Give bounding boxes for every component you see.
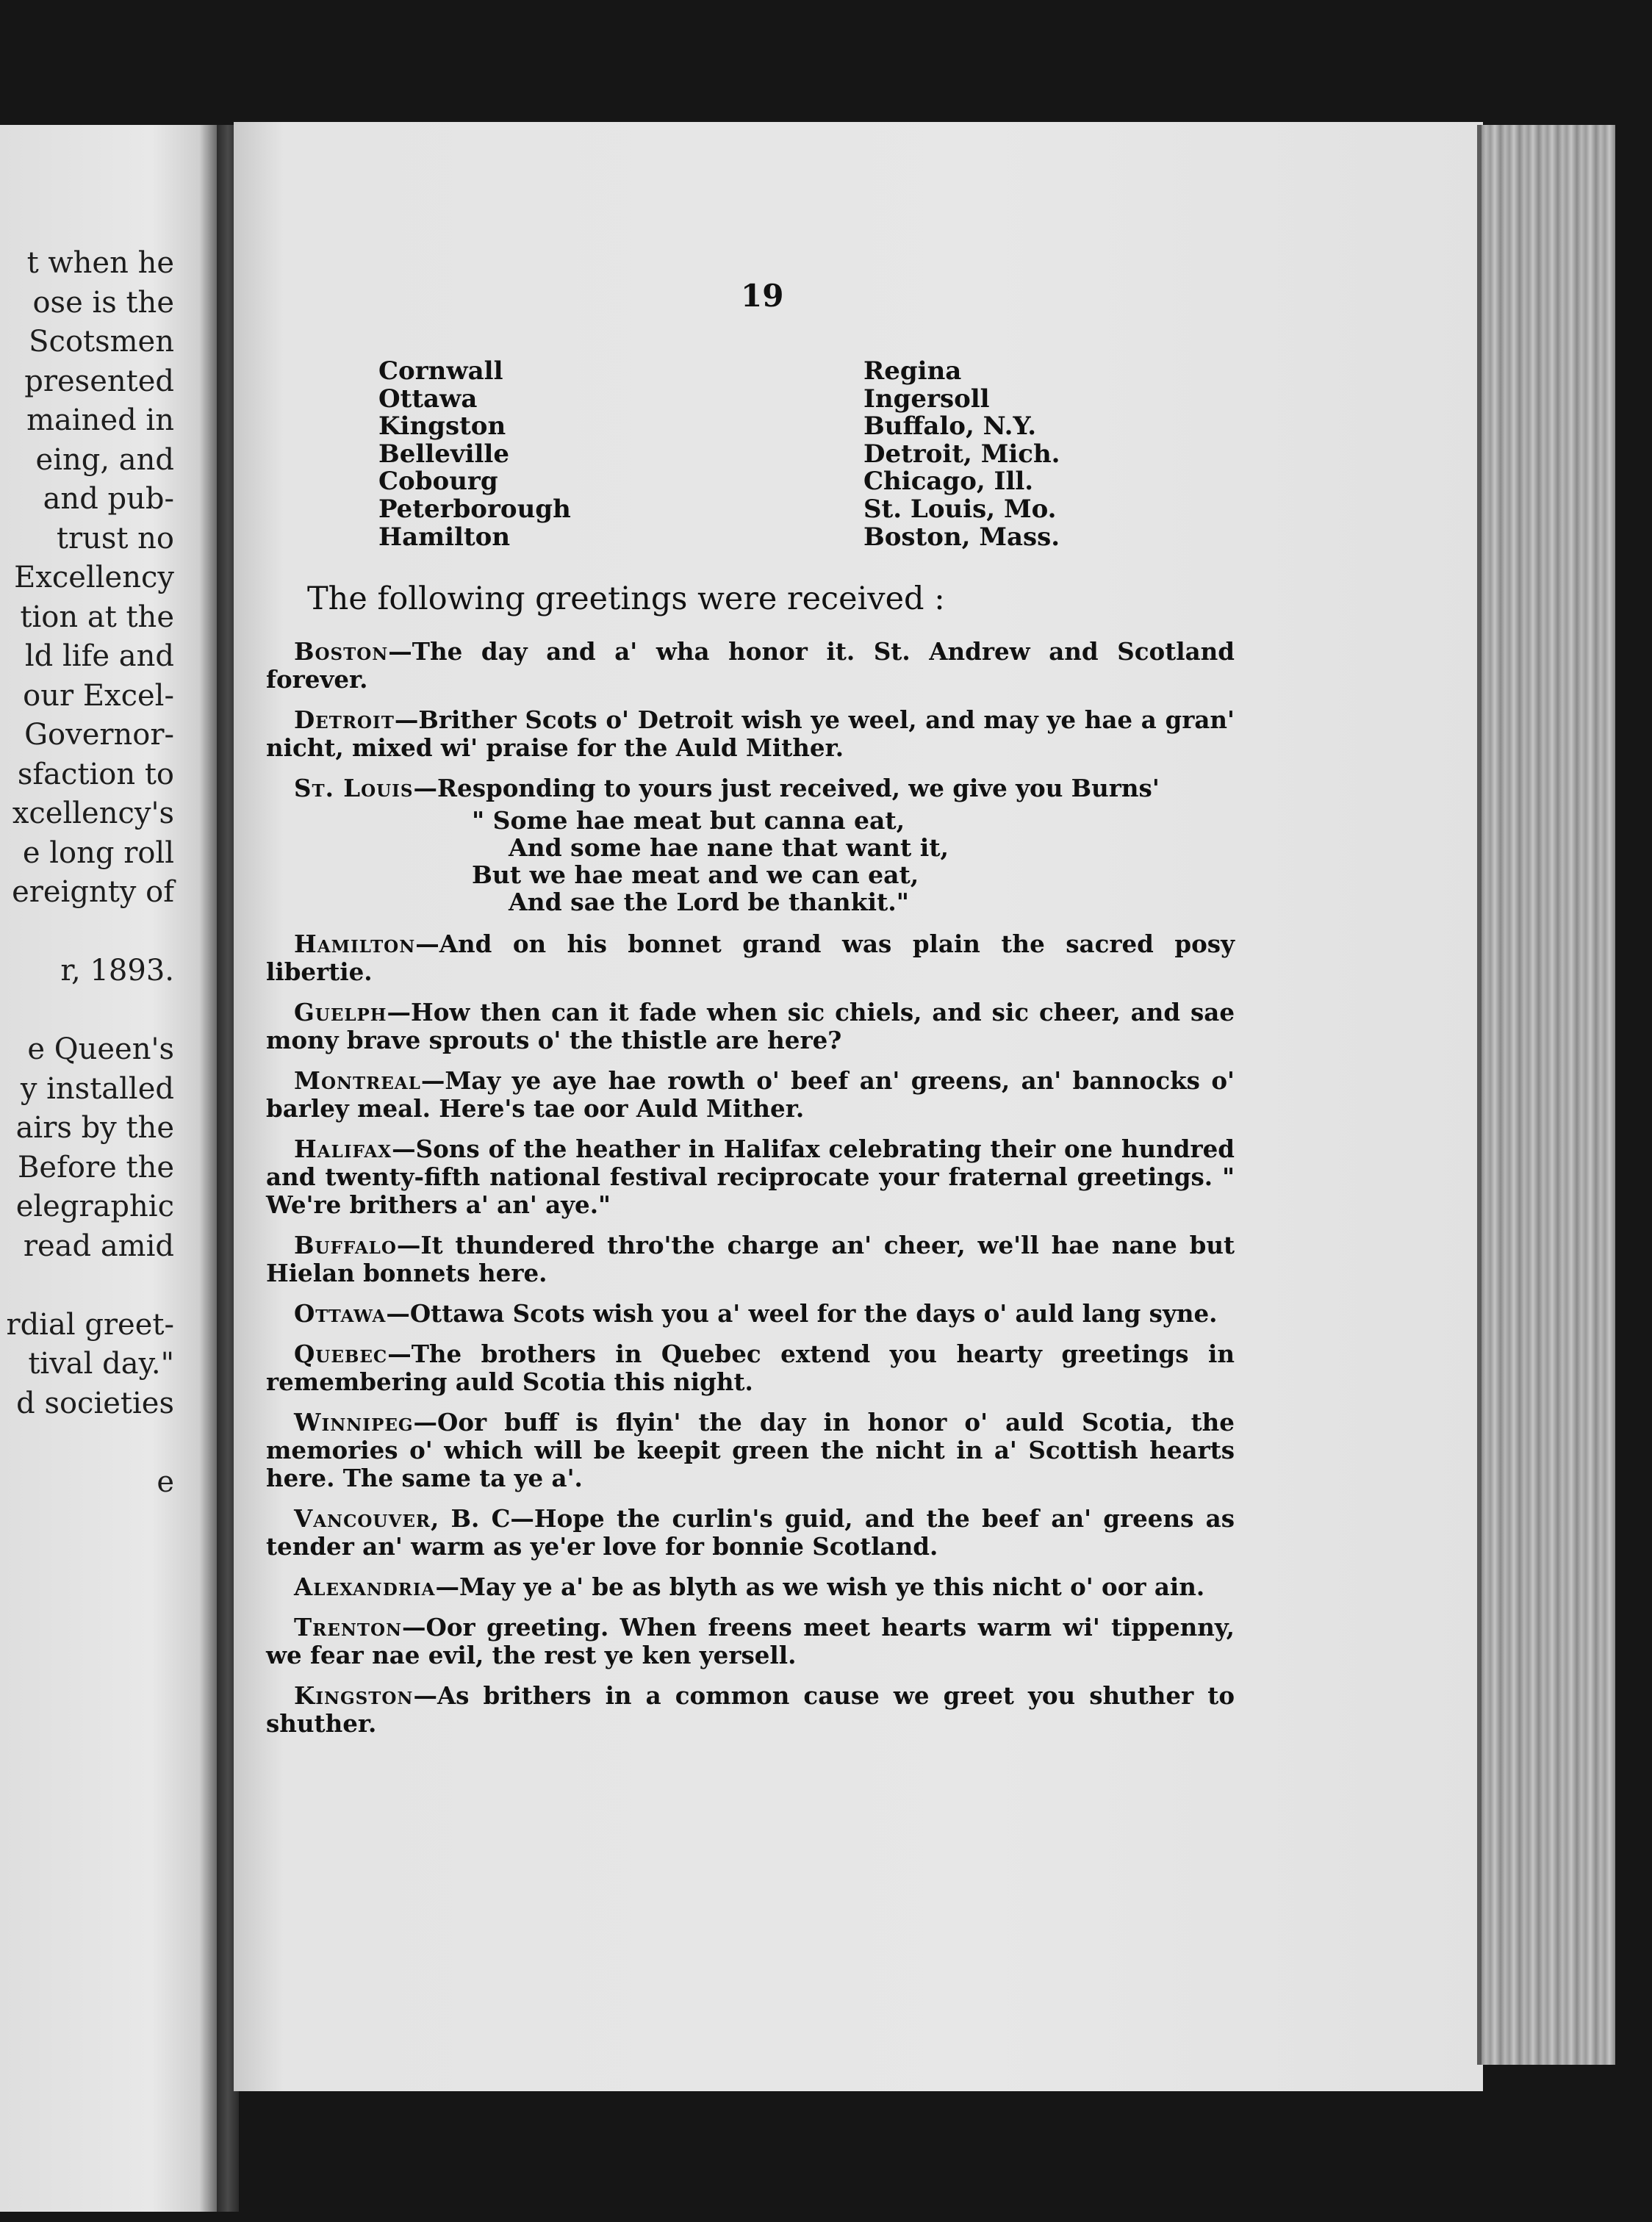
greeting-hamilton [266, 930, 1235, 986]
greeting-place: Hamilton [294, 930, 416, 958]
city-item: Ottawa [378, 384, 478, 414]
greeting-place: Buffalo [294, 1231, 397, 1259]
greeting-boston [266, 638, 1235, 694]
left-page-line: ld life and [24, 639, 174, 673]
greeting-text: —Oor buff is flyin' the day in honor o' auld Scotia, the memories o' which will be keepit green the nicht in a' Scottish hearts here. The same ta ye a'. [266, 1408, 1235, 1492]
city-list-right [863, 358, 1060, 551]
greeting-text: —Sons of the heather in Halifax celebrating their one hundred and twenty-fifth national festival reciprocate your fraternal greetings. " We're brithers a' an' aye." [266, 1135, 1235, 1219]
city-item: Buffalo, N.Y. [863, 411, 1037, 442]
greeting-place: Halifax [294, 1135, 392, 1163]
left-page-line: ose is the [32, 285, 174, 320]
greeting-guelph [266, 999, 1235, 1054]
left-page-line: e Queen's [27, 1032, 174, 1066]
city-item: Chicago, Ill. [863, 467, 1034, 497]
city-item: St. Louis, Mo. [863, 494, 1057, 524]
left-page-line: y installed [20, 1071, 174, 1106]
city-item: Belleville [378, 439, 509, 469]
greeting-text: —Ottawa Scots wish you a' weel for the days o' auld lang syne. [386, 1299, 1218, 1328]
left-page-line: r, 1893. [60, 954, 174, 988]
poem-line: " Some hae meat but canna eat, [472, 806, 905, 835]
greeting-place: Detroit [294, 705, 395, 734]
city-list [378, 358, 1209, 551]
greeting-text: —How then can it fade when sic chiels, and sic cheer, and sae mony brave sprouts o' the thistle are here? [266, 998, 1235, 1054]
page-number: 19 [741, 278, 784, 314]
city-item: Boston, Mass. [863, 522, 1060, 552]
city-item: Hamilton [378, 522, 511, 552]
left-page-fragment [0, 125, 217, 2212]
book-page-edges [1477, 125, 1615, 2065]
greeting-quebec [266, 1340, 1235, 1396]
greeting-text: —Oor greeting. When freens meet hearts warm wi' tippenny, we fear nae evil, the rest ye ken yersell. [266, 1613, 1235, 1669]
greeting-st-louis [266, 774, 1235, 802]
poem-line: And some hae nane that want it, [509, 833, 949, 862]
greeting-place: St. Louis [294, 774, 414, 802]
greeting-ottawa [266, 1300, 1235, 1328]
greeting-text: —The brothers in Quebec extend you hearty greetings in remembering auld Scotia this night. [266, 1340, 1235, 1396]
left-page-line: Excellency [14, 561, 174, 594]
greeting-montreal [266, 1067, 1235, 1123]
greeting-kingston [266, 1682, 1235, 1738]
greeting-text: —May ye aye hae rowth o' beef an' greens, an' bannocks o' barley meal. Here's tae oor Auld Mither. [266, 1066, 1235, 1123]
greeting-text: —May ye a' be as blyth as we wish ye this nicht o' oor ain. [435, 1572, 1205, 1601]
left-page-line: e long roll [22, 835, 174, 870]
left-page-line: t when he [26, 246, 174, 280]
city-item: Peterborough [378, 494, 571, 524]
left-page-line: elegraphic [15, 1190, 174, 1223]
greeting-text: —As brithers in a common cause we greet you shuther to shuther. [266, 1681, 1235, 1738]
poem-line: But we hae meat and we can eat, [472, 860, 919, 889]
greeting-place: Guelph [294, 998, 387, 1026]
greeting-text: , B. C—Hope the curlin's guid, and the beef an' greens as tender an' warm as ye'er love for bonnie Scotland. [266, 1504, 1235, 1561]
left-page-line: xcellency's [12, 797, 174, 830]
greeting-text: —The day and a' wha honor it. St. Andrew and Scotland forever. [266, 637, 1235, 694]
left-page-line: mained in [26, 403, 174, 437]
greeting-place: Vancouver [294, 1504, 431, 1533]
poem-line: And sae the Lord be thankit." [509, 888, 909, 916]
greeting-place: Alexandria [294, 1572, 436, 1601]
left-page-line: sfaction to [17, 757, 174, 791]
city-item: Detroit, Mich. [863, 439, 1060, 469]
greeting-text: —Brither Scots o' Detroit wish ye weel, and may ye hae a gran' nicht, mixed wi' praise for the Auld Mither. [266, 705, 1235, 762]
greeting-vancouver [266, 1505, 1235, 1561]
left-page-line: eing, and [35, 442, 174, 477]
city-item: Regina [863, 356, 962, 386]
left-page-line: Governor- [24, 718, 174, 752]
greetings-intro: The following greetings were received : [307, 580, 945, 617]
greetings-list [266, 638, 1235, 1750]
greeting-halifax [266, 1135, 1235, 1219]
greeting-place: Boston [294, 637, 389, 666]
left-page-line: read amid [23, 1229, 174, 1263]
left-page-line: Scotsmen [29, 325, 174, 359]
greeting-buffalo [266, 1232, 1235, 1287]
greeting-detroit [266, 706, 1235, 762]
greeting-place: Quebec [294, 1340, 388, 1368]
greeting-alexandria [266, 1573, 1235, 1601]
city-item: Cornwall [378, 356, 503, 386]
left-page-line: tival day." [28, 1347, 174, 1381]
city-item: Cobourg [378, 467, 498, 497]
left-page-line: e [157, 1464, 174, 1499]
greeting-text: —And on his bonnet grand was plain the sacred posy libertie. [266, 930, 1235, 986]
left-page-line: rdial greet- [6, 1307, 174, 1342]
greeting-place: Trenton [294, 1613, 403, 1642]
city-list-left [378, 358, 863, 551]
greeting-place: Winnipeg [294, 1408, 414, 1437]
city-item: Kingston [378, 411, 506, 442]
left-page-line: and pub- [43, 482, 174, 516]
left-page-line: Before the [18, 1150, 174, 1184]
greeting-place: Montreal [294, 1066, 421, 1095]
left-page-line: trust no [56, 521, 174, 556]
left-page-line: our Excel- [23, 678, 174, 713]
left-page-line: presented [24, 364, 174, 398]
greeting-text: —It thundered thro'the charge an' cheer, we'll hae nane but Hielan bonnets here. [266, 1231, 1235, 1287]
greeting-trenton [266, 1614, 1235, 1669]
burns-poem [266, 807, 1235, 916]
greeting-text: —Responding to yours just received, we give you Burns' [413, 774, 1160, 802]
left-page-line: airs by the [15, 1111, 174, 1145]
left-page-line: ereignty of [12, 875, 174, 909]
greeting-place: Ottawa [294, 1299, 387, 1328]
greeting-place: Kingston [294, 1681, 414, 1710]
greeting-winnipeg [266, 1409, 1235, 1492]
left-page-line: d societies [16, 1386, 174, 1420]
city-item: Ingersoll [863, 384, 990, 414]
left-page-line: tion at the [20, 600, 174, 634]
